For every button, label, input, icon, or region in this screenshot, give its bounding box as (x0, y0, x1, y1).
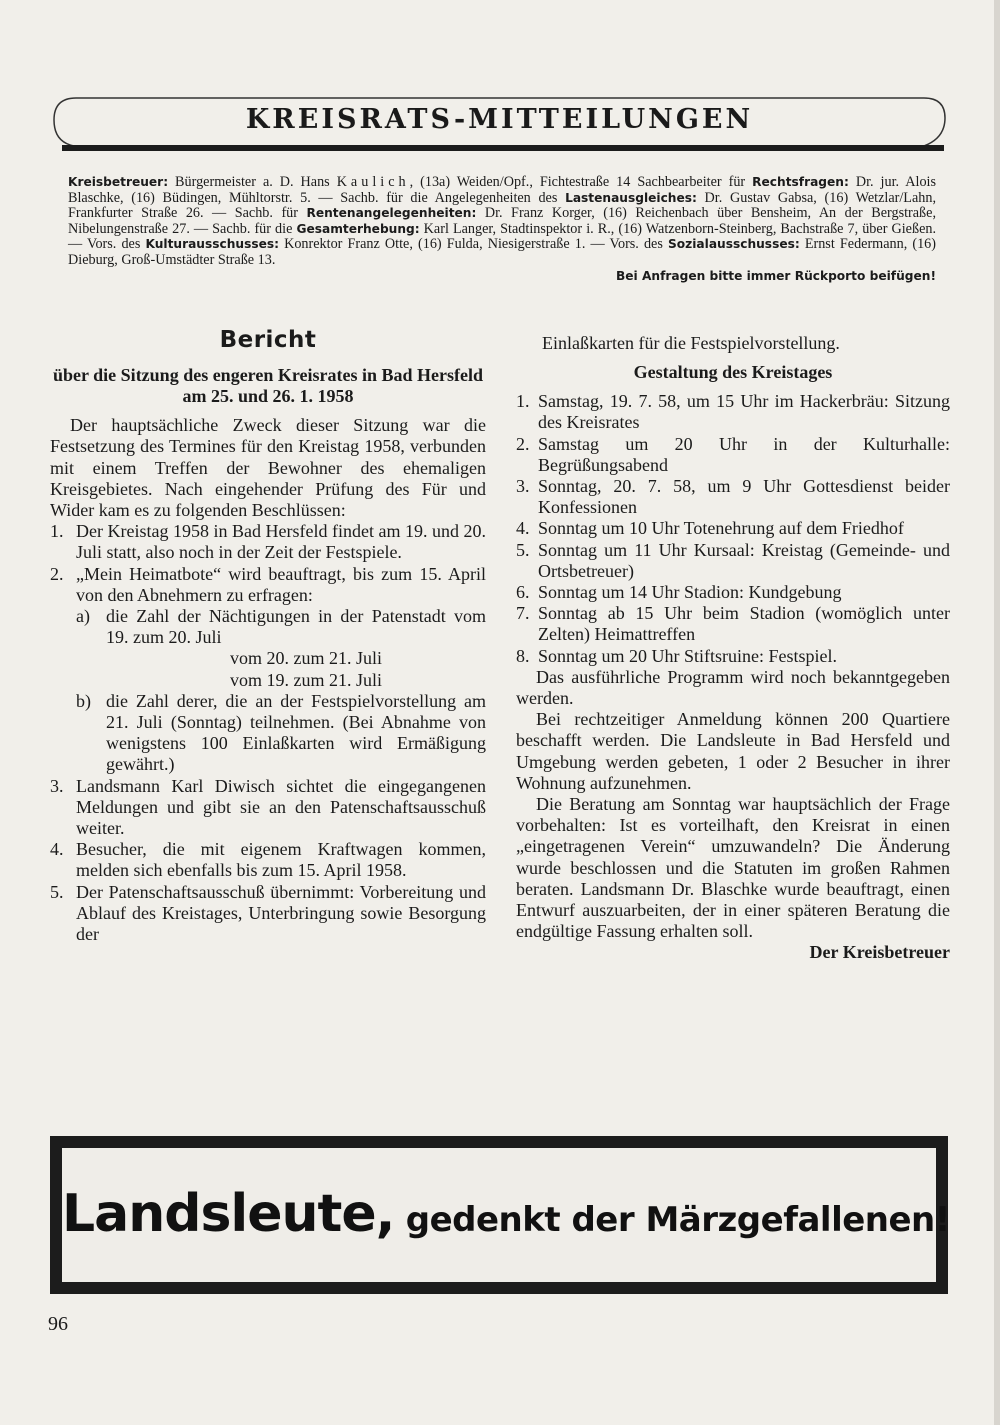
intro-name-kaulich: Kaulich (336, 174, 410, 190)
appeal-main: Landsleute, (62, 1184, 395, 1244)
page-number: 96 (48, 1313, 68, 1335)
sub-label: b) (76, 690, 91, 711)
program-item (516, 646, 950, 667)
intro-text: Karl Langer, Stadtinspektor i. R., (16) Watzenborn-Steinberg, Bachstraße 7, über Gießen. — Vors. des (68, 220, 937, 253)
program-item (516, 540, 950, 582)
program-list (516, 391, 950, 667)
intro-block (68, 175, 936, 284)
intro-text: Dr. jur. Alois Blaschke, (16) Büdingen, Mühltorstr. 5. — Sachb. für die Angelegenheiten des (68, 174, 937, 206)
intro-text: , (13a) Weiden/Opf., Fichtestraße 14 Sachbearbeiter für (409, 174, 753, 190)
intro-label-renten: Rentenangelegenheiten: (306, 206, 477, 221)
item-number: 5. (50, 881, 64, 902)
item-text: Der Patenschaftsausschuß übernimmt: Vorbereitung und Ablauf des Kreistages, Unterbringung sowie Besorgung der (76, 881, 486, 945)
item-number: 1. (50, 521, 64, 542)
program-item-text: Sonntag um 10 Uhr Totenehrung auf dem Friedhof (538, 518, 904, 539)
program-item-text: Sonntag, 20. 7. 58, um 9 Uhr Gottesdienst beider Konfessionen (538, 476, 950, 518)
sub-text-line: vom 20. zum 21. Juli (230, 648, 382, 669)
report-item5-continuation: Einlaßkarten für die Festspielvorstellung. (542, 333, 840, 353)
header-banner (52, 96, 947, 154)
list-item (50, 839, 486, 881)
item-text: Der Kreistag 1958 in Bad Hersfeld findet am 19. und 20. Juli statt, also noch in der Zeit der Festspiele. (76, 521, 486, 563)
intro-label-kultur: Kulturausschusses: (145, 237, 279, 252)
program-item (516, 476, 950, 518)
intro-text: Bürgermeister a. D. Hans (168, 174, 337, 190)
intro-label-rechtsfragen: Rechtsfragen: (752, 175, 849, 189)
left-column (50, 327, 486, 945)
program-item (516, 434, 950, 476)
header-title: KREISRATS-MITTEILUNGEN (245, 104, 754, 135)
item-number: 3. (50, 775, 64, 796)
program-item-number: 3. (516, 476, 530, 497)
program-item-number: 7. (516, 603, 530, 624)
program-item-number: 6. (516, 582, 530, 603)
signature: Der Kreisbetreuer (809, 942, 950, 963)
program-item-text: Samstag um 20 Uhr in der Kulturhalle: Begrüßungsabend (538, 433, 950, 475)
program-item-text: Sonntag um 20 Uhr Stiftsruine: Festspiel. (538, 645, 837, 666)
intro-closing: Bei Anfragen bitte immer Rückporto beifügen! (616, 268, 936, 283)
program-item-text: Samstag, 19. 7. 58, um 15 Uhr im Hackerbräu: Sitzung des Kreisrates (538, 391, 950, 433)
list-item (50, 564, 486, 776)
list-item (50, 521, 486, 563)
appeal-rest: gedenkt der Märzgefallenen! (394, 1200, 950, 1240)
report-subtitle: über die Sitzung des engeren Kreisrates in Bad Hersfeld am 25. und 26. 1. 1958 (53, 365, 483, 407)
program-item-number: 4. (516, 518, 530, 539)
appeal-box (50, 1136, 948, 1294)
report-title: Bericht (219, 327, 317, 353)
sub-item-b (76, 691, 486, 776)
intro-text: Ernst Federmann, (16) Dieburg, Groß-Umstädter Straße 13. (68, 236, 936, 268)
program-item-number: 1. (516, 391, 530, 412)
sub-item-a (76, 606, 486, 691)
program-item (516, 391, 950, 433)
intro-label-lastenausgleich: Lastenausgleiches: (565, 190, 697, 205)
item-number: 4. (50, 839, 64, 860)
intro-label-gesamterhebung: Gesamterhebung: (296, 221, 420, 236)
decision-list (50, 521, 486, 945)
item-number: 2. (50, 563, 64, 584)
intro-text: Konrektor Franz Otte, (16) Fulda, Niesigerstraße 1. — Vors. des (278, 236, 668, 253)
item-text: Landsmann Karl Diwisch sichtet die eingegangenen Meldungen und gibt sie an den Patenschaftsausschuß weiter. (76, 775, 486, 839)
program-item-text: Sonntag um 11 Uhr Kursaal: Kreistag (Gemeinde- und Ortsbetreuer) (538, 539, 950, 581)
discussion-paragraph: Die Beratung am Sonntag war hauptsächlich der Frage vorbehalten: Ist es vorteilhaft, den Kreisrat in einen „eingetragenen Verein“ umzuwandeln? Die Änderung wurde beschlossen und die Statuten im großen Rahmen beraten. Landsmann Dr. Blaschke wurde beauftragt, einen Entwurf auszuarbeiten, der in einer späteren Beratung die endgültige Fassung erhalten soll. (516, 794, 950, 942)
right-column (516, 333, 950, 964)
appeal-inner (62, 1148, 950, 1282)
program-item (516, 603, 950, 645)
report-intro: Der hauptsächliche Zweck dieser Sitzung war die Festsetzung des Termines für den Kreistag 1958, verbunden mit einem Treffen der Bewohner des ehemaligen Kreisgebietes. Nach eingehender Prüfung des Für und Wider kam es zu folgenden Beschlüssen: (50, 415, 486, 521)
list-item (50, 776, 486, 840)
intro-text: Dr. Gustav Gabsa, (16) Wetzlar/Lahn, Frankfurter Straße 26. — Sachb. für (68, 189, 936, 222)
program-item-number: 2. (516, 433, 530, 454)
program-note: Das ausführliche Programm wird noch bekanntgegeben werden. (516, 666, 950, 709)
banner-underline (62, 145, 944, 151)
program-title: Gestaltung des Kreistages (633, 362, 833, 383)
program-item (516, 518, 950, 539)
intro-text: Dr. Franz Korger, (16) Reichenbach über Bensheim, An der Bergstraße, Nibelungenstraße 27. — Sachb. für die (68, 205, 936, 237)
intro-label-kreisbetreuer: Kreisbetreuer: (68, 175, 169, 189)
item-text: Besucher, die mit eigenem Kraftwagen kommen, melden sich ebenfalls bis zum 15. April 1958. (76, 839, 486, 881)
list-item (50, 882, 486, 946)
program-item-text: Sonntag ab 15 Uhr beim Stadion (womöglich unter Zelten) Heimattreffen (538, 603, 950, 645)
quarters-paragraph: Bei rechtzeitiger Anmeldung können 200 Quartiere beschafft werden. Die Landsleute in Bad Hersfeld und Umgebung werden gebeten, 1 oder 2 Besucher in ihrer Wohnung aufzunehmen. (516, 709, 950, 793)
program-item (516, 582, 950, 603)
intro-label-sozial: Sozialausschusses: (668, 237, 800, 252)
program-item-number: 8. (516, 645, 530, 666)
sub-text: die Zahl der Nächtigungen in der Patenstadt vom 19. zum 20. Juli (106, 606, 486, 648)
program-item-text: Sonntag um 14 Uhr Stadion: Kundgebung (538, 582, 842, 603)
appeal-text (62, 1184, 950, 1244)
sub-text-line: vom 19. zum 21. Juli (230, 669, 382, 690)
item-text: „Mein Heimatbote“ wird beauftragt, bis zum 15. April von den Abnehmern zu erfragen: (76, 563, 486, 605)
page-edge (994, 0, 1000, 1425)
sub-text: die Zahl derer, die an der Festspielvorstellung am 21. Juli (Sonntag) teilnehmen. (Bei Abnahme von wenigstens 100 Einlaßkarten wird Ermäßigung gewährt.) (106, 690, 486, 775)
sub-label: a) (76, 606, 90, 627)
program-item-number: 5. (516, 539, 530, 560)
